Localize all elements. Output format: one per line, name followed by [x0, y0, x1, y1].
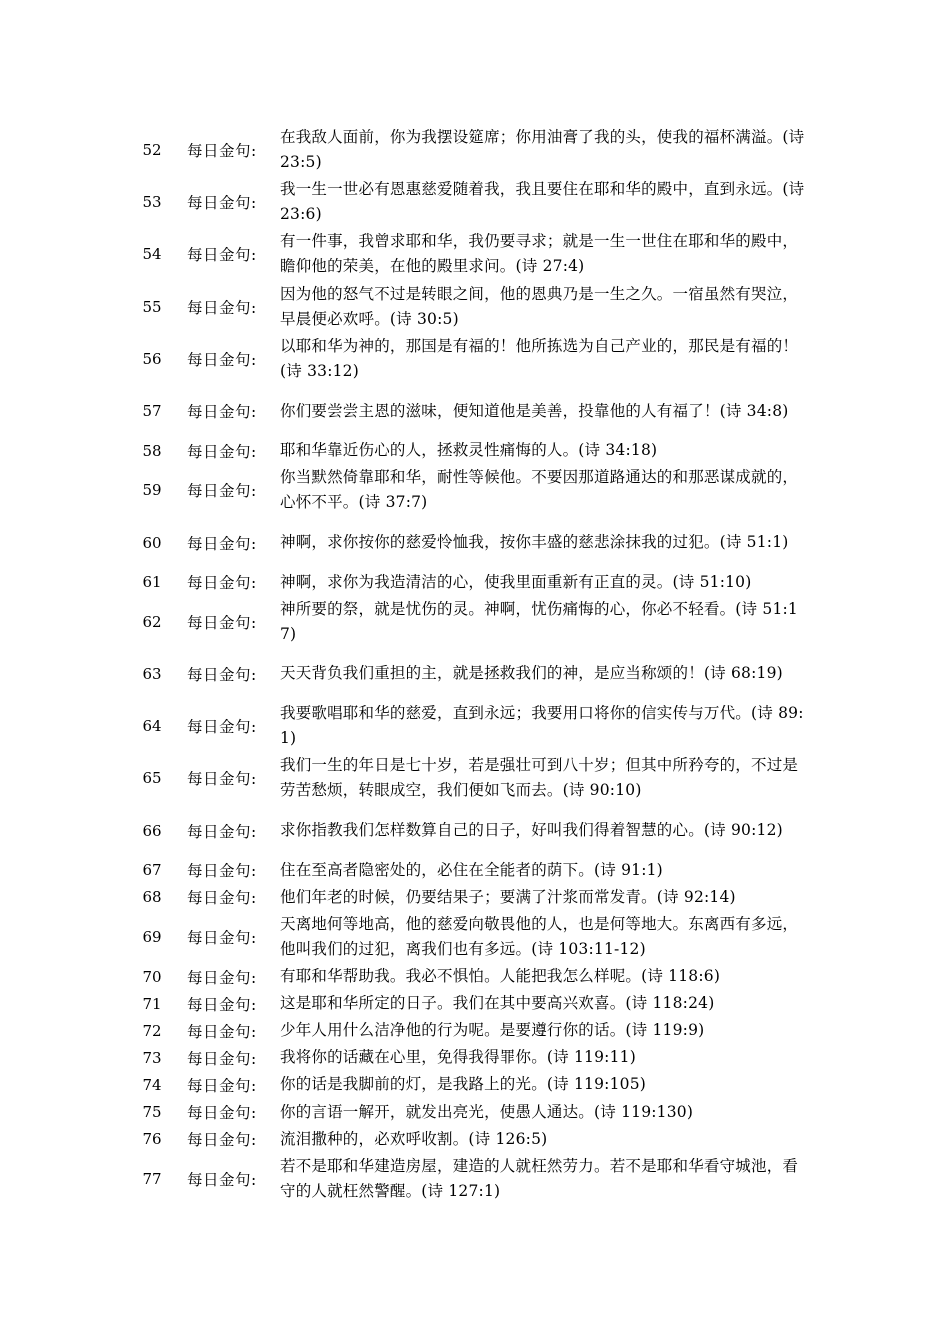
verse-number: 72	[142, 1021, 162, 1040]
verse-number: 75	[142, 1103, 162, 1122]
verse-text: 天天背负我们重担的主，就是拯救我们的神，是应当称颂的！(诗 68:19)	[280, 664, 783, 683]
verse-row	[130, 911, 820, 963]
verse-number: 70	[142, 967, 162, 986]
verse-number: 54	[142, 245, 162, 264]
verse-number: 60	[142, 533, 162, 552]
verse-row	[130, 281, 820, 333]
verse-label: 每日金句:	[187, 298, 257, 317]
verse-text: 若不是耶和华建造房屋，建造的人就枉然劳力。若不是耶和华看守城池，看守的人就枉然警醒。(诗 127:1)	[280, 1156, 799, 1200]
verse-text: 有一件事，我曾求耶和华，我仍要寻求；就是一生一世住在耶和华的殿中，瞻仰他的荣美，在他的殿里求问。(诗 27:4)	[280, 232, 799, 276]
verse-text: 你们要尝尝主恩的滋味，便知道他是美善，投靠他的人有福了！(诗 34:8)	[280, 401, 789, 420]
verse-text: 你当默然倚靠耶和华，耐性等候他。不要因那道路通达的和那恶谋成就的，心怀不平。(诗 37:7)	[280, 468, 799, 512]
verse-row	[130, 437, 820, 464]
verse-label: 每日金句:	[187, 350, 257, 369]
verse-text: 求你指教我们怎样数算自己的日子，好叫我们得着智慧的心。(诗 90:12)	[280, 821, 783, 840]
verse-number: 65	[142, 769, 162, 788]
verse-text: 神所要的祭，就是忧伤的灵。神啊，忧伤痛悔的心，你必不轻看。(诗 51:17)	[280, 599, 798, 643]
verse-row	[130, 1017, 820, 1044]
verse-text: 耶和华靠近伤心的人，拯救灵性痛悔的人。(诗 34:18)	[280, 441, 658, 460]
verse-text: 以耶和华为神的，那国是有福的！他所拣选为自己产业的，那民是有福的！(诗 33:12)	[280, 336, 799, 380]
verse-text: 神啊，求你按你的慈爱怜恤我，按你丰盛的慈悲涂抹我的过犯。(诗 51:1)	[280, 533, 789, 551]
verse-row	[130, 884, 820, 911]
verse-row	[130, 804, 820, 856]
verse-row	[130, 648, 820, 700]
verse-number: 76	[142, 1130, 162, 1149]
verse-label: 每日金句:	[187, 403, 257, 422]
verse-text: 这是耶和华所定的日子。我们在其中要高兴欢喜。(诗 118:24)	[280, 994, 715, 1013]
verse-number: 63	[142, 664, 162, 683]
verse-text: 少年人用什么洁净他的行为呢。是要遵行你的话。(诗 119:9)	[280, 1021, 705, 1040]
verse-label: 每日金句:	[187, 889, 257, 908]
verse-number: 52	[142, 141, 162, 160]
verse-number: 61	[142, 573, 162, 592]
verse-row	[130, 857, 820, 884]
verse-text: 我要歌唱耶和华的慈爱，直到永远；我要用口将你的信实传与万代。(诗 89:1)	[280, 704, 804, 748]
verse-label: 每日金句:	[187, 194, 257, 213]
verse-label: 每日金句:	[187, 995, 257, 1014]
verse-row	[130, 1098, 820, 1125]
verse-label: 每日金句:	[187, 482, 257, 501]
verse-row	[130, 1071, 820, 1098]
verse-number: 66	[142, 821, 162, 840]
verse-row	[130, 333, 820, 385]
verse-label: 每日金句:	[187, 142, 257, 161]
verse-number: 69	[142, 927, 162, 946]
verse-number: 62	[142, 612, 162, 631]
verse-number: 71	[142, 994, 162, 1013]
verse-row	[130, 385, 820, 437]
verse-number: 77	[142, 1169, 162, 1188]
verse-row	[130, 124, 820, 176]
verse-row	[130, 990, 820, 1017]
verse-label: 每日金句:	[187, 770, 257, 789]
verse-row	[130, 700, 820, 752]
verse-row	[130, 1044, 820, 1071]
verse-label: 每日金句:	[187, 1170, 257, 1189]
verse-text: 神啊，求你为我造清洁的心，使我里面重新有正直的灵。(诗 51:10)	[280, 572, 752, 591]
verse-number: 55	[142, 297, 162, 316]
verse-label: 每日金句:	[187, 442, 257, 461]
verse-number: 59	[142, 481, 162, 500]
verse-label: 每日金句:	[187, 1104, 257, 1123]
verse-text: 住在至高者隐密处的，必住在全能者的荫下。(诗 91:1)	[280, 860, 663, 879]
verse-text: 在我敌人面前，你为我摆设筵席；你用油膏了我的头，使我的福杯满溢。(诗 23:5)	[280, 128, 805, 172]
verse-row	[130, 176, 820, 228]
verse-number: 53	[142, 193, 162, 212]
verse-label: 每日金句:	[187, 613, 257, 632]
verse-list	[130, 124, 820, 1205]
verse-text: 天离地何等地高，他的慈爱向敬畏他的人，也是何等地大。东离西有多远，他叫我们的过犯，离我们也有多远。(诗 103:11-12)	[280, 914, 799, 958]
verse-number: 56	[142, 349, 162, 368]
verse-label: 每日金句:	[187, 665, 257, 684]
verse-number: 73	[142, 1048, 162, 1067]
verse-text: 因为他的怒气不过是转眼之间，他的恩典乃是一生之久。一宿虽然有哭泣，早晨便必欢呼。(诗 30:5)	[280, 284, 799, 328]
verse-text: 你的话是我脚前的灯，是我路上的光。(诗 119:105)	[280, 1075, 647, 1094]
verse-row	[130, 596, 820, 648]
verse-number: 67	[142, 861, 162, 880]
verse-label: 每日金句:	[187, 718, 257, 737]
verse-row	[130, 228, 820, 280]
verse-text: 我们一生的年日是七十岁，若是强壮可到八十岁；但其中所矜夸的，不过是劳苦愁烦，转眼成空，我们便如飞而去。(诗 90:10)	[280, 756, 799, 800]
verse-label: 每日金句:	[187, 928, 257, 947]
verse-text: 你的言语一解开，就发出亮光，使愚人通达。(诗 119:130)	[280, 1102, 694, 1121]
verse-row	[130, 464, 820, 516]
verse-text: 我一生一世必有恩惠慈爱随着我，我且要住在耶和华的殿中，直到永远。(诗 23:6)	[280, 180, 805, 224]
verse-number: 68	[142, 888, 162, 907]
verse-label: 每日金句:	[187, 1131, 257, 1150]
verse-row	[130, 752, 820, 804]
verse-row	[130, 569, 820, 596]
verse-label: 每日金句:	[187, 1076, 257, 1095]
verse-label: 每日金句:	[187, 1049, 257, 1068]
verse-number: 57	[142, 402, 162, 421]
verse-label: 每日金句:	[187, 1022, 257, 1041]
verse-row	[130, 963, 820, 990]
verse-number: 58	[142, 441, 162, 460]
verse-row	[130, 1153, 820, 1205]
verse-text: 他们年老的时候，仍要结果子；要满了汁浆而常发青。(诗 92:14)	[280, 887, 736, 906]
verse-number: 64	[142, 717, 162, 736]
verse-label: 每日金句:	[187, 822, 257, 841]
verse-label: 每日金句:	[187, 574, 257, 593]
verse-text: 有耶和华帮助我。我必不惧怕。人能把我怎么样呢。(诗 118:6)	[280, 967, 721, 986]
verse-label: 每日金句:	[187, 968, 257, 987]
verse-row	[130, 516, 820, 568]
verse-text: 我将你的话藏在心里，免得我得罪你。(诗 119:11)	[280, 1048, 636, 1067]
verse-text: 流泪撒种的，必欢呼收割。(诗 126:5)	[280, 1129, 548, 1148]
verse-row	[130, 1126, 820, 1153]
verse-label: 每日金句:	[187, 534, 257, 553]
verse-label: 每日金句:	[187, 862, 257, 881]
verse-label: 每日金句:	[187, 246, 257, 265]
verse-number: 74	[142, 1075, 162, 1094]
